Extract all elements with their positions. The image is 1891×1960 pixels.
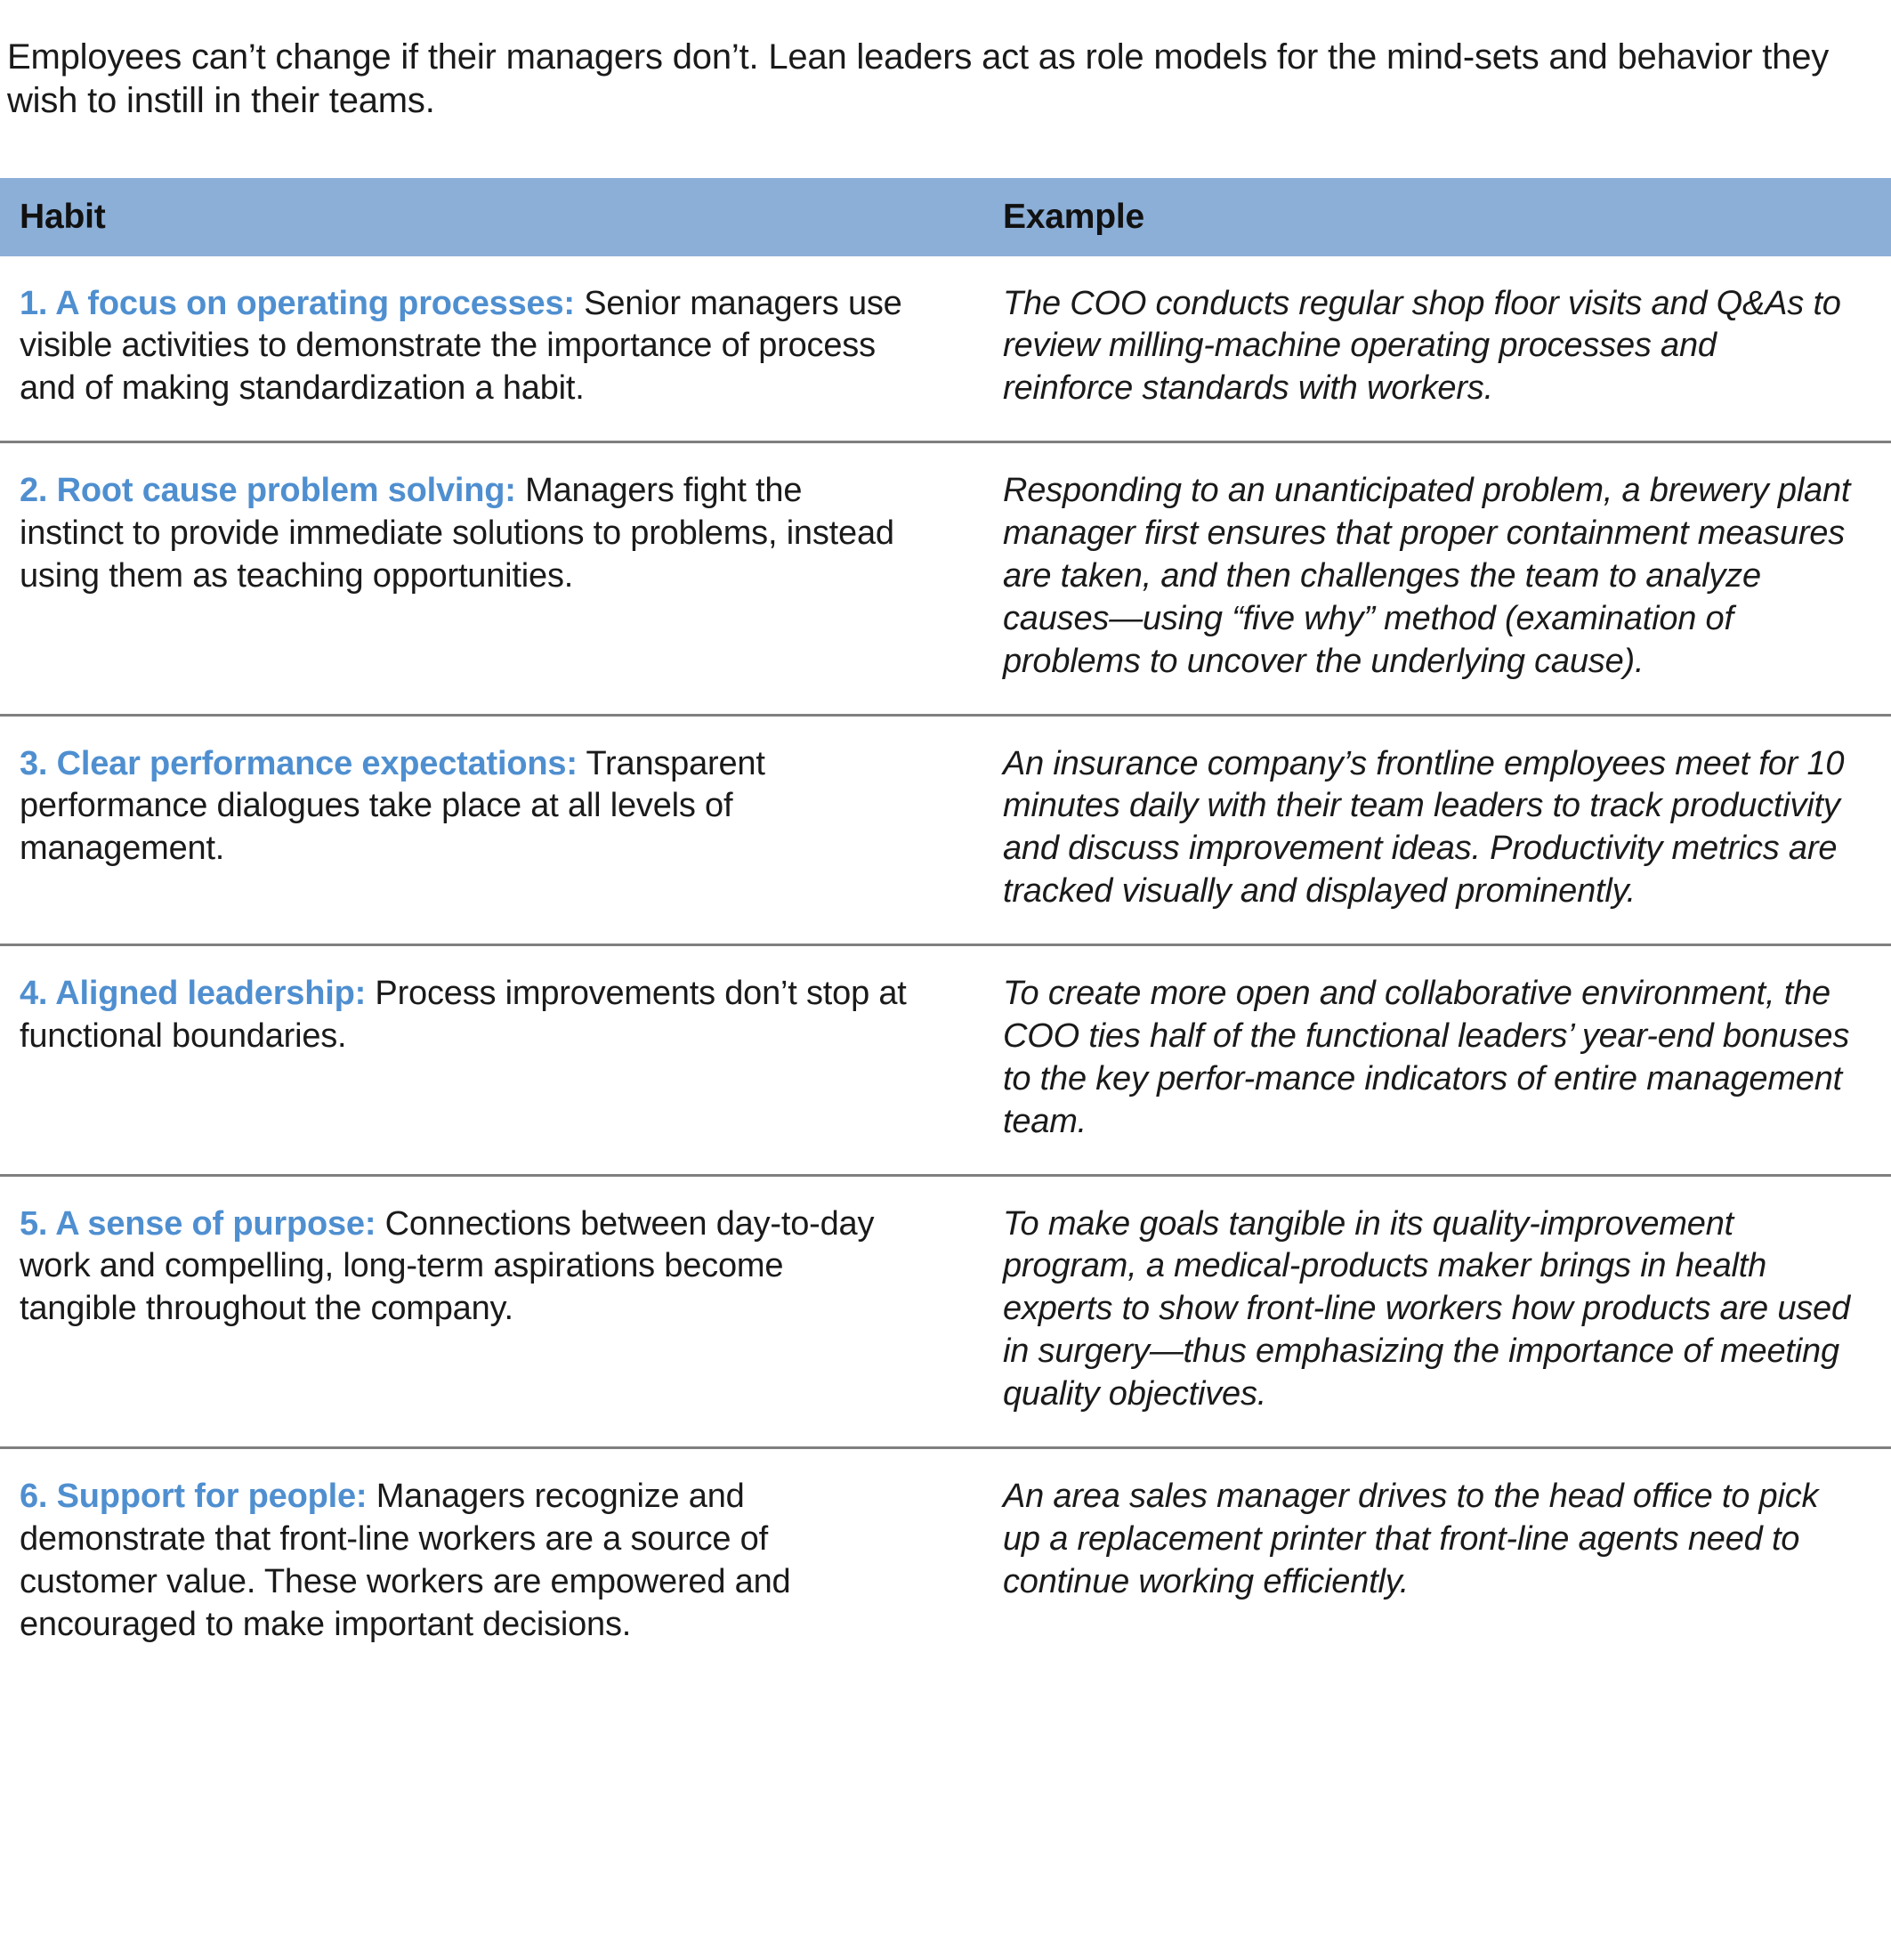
example-cell: To make goals tangible in its quality-improvement program, a medical-products maker brings in health experts to show front-line workers how products are used in surgery—thus emphasizing the importance of meeting quality objectives. xyxy=(957,1175,1891,1447)
table-row xyxy=(0,945,1891,1176)
habit-cell xyxy=(0,1175,957,1447)
table-row xyxy=(0,256,1891,442)
habit-body: Senior managers use visible activities to demonstrate the importance of process and of making standardization a habit. xyxy=(20,284,902,408)
habit-cell xyxy=(0,715,957,945)
habit-cell xyxy=(0,945,957,1176)
habit-title: 3. Clear performance expectations: xyxy=(20,744,578,782)
habit-title: 5. A sense of purpose: xyxy=(20,1204,376,1243)
habit-title: 1. A focus on operating processes: xyxy=(20,284,575,322)
habit-title: 2. Root cause problem solving: xyxy=(20,472,516,510)
intro-paragraph: Employees can’t change if their managers don’t. Lean leaders act as role models for the mind-sets and behavior they wish to instill in their teams. xyxy=(7,37,1830,120)
example-cell: An area sales manager drives to the head office to pick up a replacement printer that front-line agents need to continue working efficiently. xyxy=(1003,1477,1819,1600)
habit-body: Managers recognize and demonstrate that front-line workers are a source of customer value. These workers are empowered and encouraged to make important decisions. xyxy=(20,1477,791,1643)
habit-title: 6. Support for people: xyxy=(20,1477,368,1515)
habit-body: Connections between day-to-day work and compelling, long-term aspirations become tangible throughout the company. xyxy=(20,1204,875,1328)
table-row xyxy=(0,1175,1891,1447)
table-body xyxy=(0,256,1891,1677)
document-page xyxy=(0,36,1891,1676)
column-header-habit: Habit xyxy=(0,178,957,256)
table-row xyxy=(0,715,1891,945)
table-header xyxy=(0,178,1891,256)
habit-body: Managers fight the instinct to provide immediate solutions to problems, instead using them as teaching opportunities. xyxy=(20,472,894,595)
habit-cell xyxy=(0,1447,957,1676)
habit-cell xyxy=(0,442,957,715)
table-row xyxy=(0,442,1891,715)
table-row xyxy=(0,1447,1891,1676)
habit-cell xyxy=(0,256,957,442)
habit-body: Transparent performance dialogues take place at all levels of management. xyxy=(20,744,765,868)
example-cell: An insurance company’s frontline employees meet for 10 minutes daily with their team leaders to track productivity and discuss improvement ideas. Productivity metrics are tracked visually and displayed prominently. xyxy=(957,715,1891,945)
example-cell: To create more open and collaborative environment, the COO ties half of the functional leaders’ year-end bonuses to the key perfor-mance indicators of entire management team. xyxy=(957,945,1891,1176)
column-header-example: Example xyxy=(957,178,1891,256)
habit-title: 4. Aligned leadership: xyxy=(20,975,367,1013)
table-header-row xyxy=(0,178,1891,256)
habit-body: Process improvements don’t stop at functional boundaries. xyxy=(20,975,907,1055)
example-cell: Responding to an unanticipated problem, a brewery plant manager first ensures that proper containment measures are taken, and then challenges the team to analyze causes—using “five why” method (examination of problems to uncover the underlying cause). xyxy=(957,442,1891,715)
habits-table xyxy=(0,178,1891,1677)
example-cell: The COO conducts regular shop floor visits and Q&As to review milling-machine operating processes and reinforce standards with workers. xyxy=(957,256,1891,442)
